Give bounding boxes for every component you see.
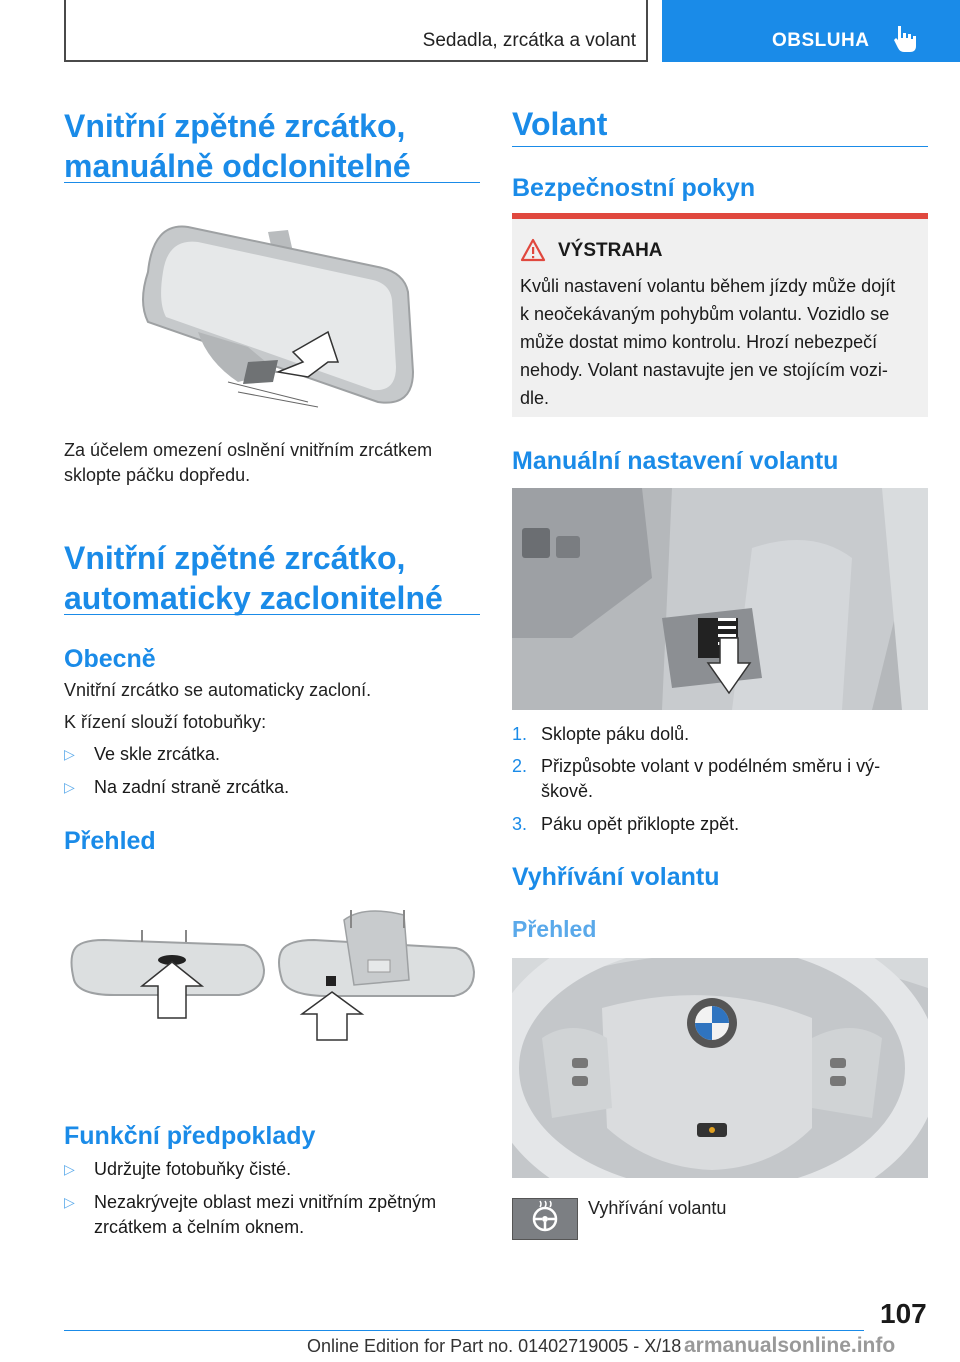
text-line: škově. <box>541 781 594 801</box>
mirror-photocells-illustration <box>64 900 480 1050</box>
warning-title: VÝSTRAHA <box>558 240 663 261</box>
heading-line: Vnitřní zpětné zrcátko, <box>64 540 406 576</box>
subheading-safety: Bezpečnostní pokyn <box>512 174 756 202</box>
text-line: může dostat mimo kontrolu. Hrozí nebezpečí <box>520 332 878 352</box>
text-line: dle. <box>520 388 550 408</box>
triangle-bullet-icon: ▷ <box>64 746 75 762</box>
list-item-text: Ve skle zrcátka. <box>94 744 221 764</box>
warning-text <box>520 272 920 412</box>
list-item-text: Udržujte fotobuňky čisté. <box>94 1159 292 1179</box>
steering-column-lever-photo <box>512 488 928 710</box>
steering-wheel-photo <box>512 958 928 1178</box>
text-line: k neočekávaným pohybům volantu. Vozidlo se <box>520 304 890 324</box>
footer-edition: Online Edition for Part no. 01402719005 - X/18 <box>307 1336 682 1356</box>
text-line: Kvůli nastavení volantu během jízdy může dojít <box>520 276 896 296</box>
step-number: 2. <box>512 756 528 776</box>
heated-steering-wheel-button-icon <box>512 1198 578 1240</box>
step-number: 3. <box>512 814 528 834</box>
manual-mirror-text <box>64 438 480 488</box>
header-section-title: Sedadla, zrcátka a volant <box>422 30 636 51</box>
heating-button-label: Vyhřívání volantu <box>588 1198 727 1218</box>
subheading-manual-adjust: Manuální nastavení volantu <box>512 447 839 475</box>
text-line: Nezakrývejte oblast mezi vnitřním zpětným <box>94 1192 437 1212</box>
text-line: zrcátkem a čelním oknem. <box>94 1217 305 1237</box>
mirror-manual-illustration <box>128 212 416 412</box>
general-text-1: Vnitřní zrcátko se automaticky zacloní. <box>64 680 372 700</box>
general-text-2: K řízení slouží fotobuňky: <box>64 712 267 732</box>
subheading-overview: Přehled <box>64 827 156 855</box>
heading-line: automaticky zaclonitelné <box>64 580 443 616</box>
heading-rule <box>512 146 928 147</box>
heading-manual-mirror <box>64 106 411 186</box>
list-item <box>64 742 480 767</box>
list-item-text: Na zadní straně zrcátka. <box>94 777 290 797</box>
step-text <box>541 754 911 804</box>
heading-steering-wheel: Volant <box>512 106 608 142</box>
triangle-bullet-icon: ▷ <box>64 1161 75 1177</box>
subheading-heating-overview: Přehled <box>512 916 597 942</box>
text-line: Přizpůsobte volant v podélném směru i vý- <box>541 756 881 776</box>
subheading-func-prereq: Funkční předpoklady <box>64 1122 316 1150</box>
step-text: Sklopte páku dolů. <box>541 724 690 744</box>
heading-rule <box>64 614 480 615</box>
subheading-heating: Vyhřívání volantu <box>512 863 720 891</box>
subheading-general: Obecně <box>64 645 156 673</box>
list-item <box>64 1157 480 1182</box>
step-number: 1. <box>512 724 528 744</box>
triangle-bullet-icon: ▷ <box>64 779 75 795</box>
header-chapter-label: OBSLUHA <box>772 30 870 51</box>
text-line: nehody. Volant nastavujte jen ve stojícím vozi- <box>520 360 888 380</box>
step-text: Páku opět přiklopte zpět. <box>541 814 740 834</box>
list-item <box>64 1190 480 1240</box>
heading-rule <box>64 182 480 183</box>
list-item <box>512 754 928 804</box>
text-line: sklopte páčku dopředu. <box>64 465 251 485</box>
list-item <box>64 775 480 800</box>
footer-rule <box>64 1330 864 1331</box>
page-number: 107 <box>880 1298 927 1329</box>
text-line: Za účelem omezení oslnění vnitřním zrcátkem <box>64 440 433 460</box>
triangle-bullet-icon: ▷ <box>64 1194 75 1210</box>
footer-watermark: armanualsonline.info <box>684 1334 896 1357</box>
list-item <box>512 812 928 837</box>
header-chapter-tab <box>662 0 960 62</box>
warning-triangle-icon <box>520 238 546 267</box>
heading-line: manuálně odclonitelné <box>64 148 411 184</box>
heading-auto-mirror <box>64 538 443 618</box>
hand-pointer-icon <box>892 24 918 59</box>
list-item <box>512 722 928 747</box>
list-item-text <box>94 1190 474 1240</box>
heading-line: Vnitřní zpětné zrcátko, <box>64 108 406 144</box>
